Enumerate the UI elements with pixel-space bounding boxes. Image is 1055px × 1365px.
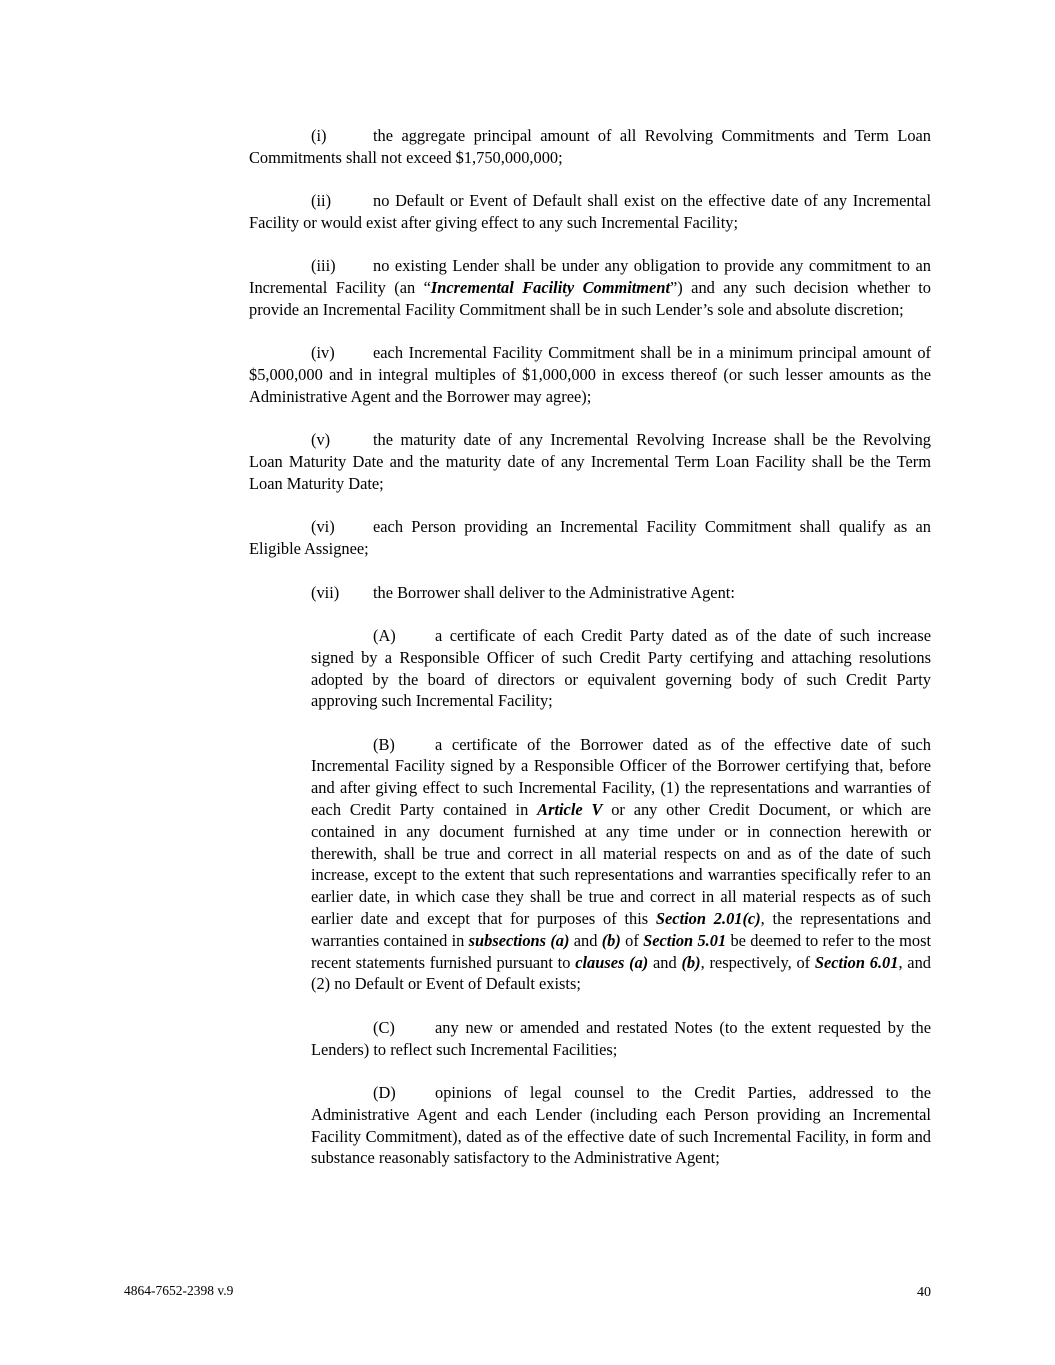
document-body: [249, 125, 931, 1191]
subclause-number: (D): [373, 1083, 396, 1103]
subclause-number: (B): [373, 734, 395, 754]
clause-text: the maturity date of any Incremental Revolving Increase shall be the Revolving Loan Maturity Date and the maturity date of any Incremental Term Loan Facility shall be the Term Loan Maturity Date;: [249, 430, 931, 493]
clause-text: ”) and any such decision whether to provide an Incremental Facility Commitment shall be in such Lender’s sole and absolute discretion;: [249, 278, 931, 319]
clause-number: (i): [311, 126, 327, 145]
cross-reference: clauses (a): [575, 952, 649, 972]
clause-number: (iv): [311, 343, 335, 363]
subclause-d: [311, 1082, 931, 1169]
subclause-text: , the representations and warranties contained in: [311, 909, 932, 950]
cross-reference: Article V: [537, 800, 603, 820]
clause-number: (iii): [311, 256, 336, 276]
subclause-a: [311, 625, 931, 712]
clause-iii: [249, 255, 931, 320]
subclause-text: of: [620, 930, 644, 950]
clause-text: each Incremental Facility Commitment shall be in a minimum principal amount of $5,000,000 and in integral multiples of $1,000,000 in excess thereof (or such lesser amounts as the Administrative Agent and the Borrower may agree);: [249, 343, 931, 406]
clause-number: (v): [311, 430, 331, 450]
subclause-text: a certificate of the Borrower dated as of the effective date of such Incremental Facility signed by a Responsible Officer of the Borrower certifying that, before and after giving effect to such Incremental Facility, (1) the representations and warranties of each Credit Party contained in: [311, 734, 931, 820]
subclause-text: , respectively, of: [700, 952, 815, 972]
cross-reference: Section 6.01: [814, 952, 899, 972]
subclause-number: (A): [373, 625, 396, 645]
cross-reference: subsections (a): [468, 930, 570, 950]
clause-iv: [249, 342, 931, 407]
subclause-text: a certificate of each Credit Party dated as of the date of such increase signed by a Responsible Officer of such Credit Party certifying and attaching resolutions adopted by the board of directors or equivalent governing body of such Credit Party approving such Incremental Facility;: [311, 625, 931, 711]
subclause-text: and: [648, 952, 682, 972]
clause-text: the Borrower shall deliver to the Administrative Agent:: [373, 582, 735, 602]
document-id: 4864-7652-2398 v.9: [124, 1283, 234, 1298]
subclause-c: [311, 1017, 931, 1061]
subclause-number: (C): [373, 1017, 395, 1037]
subclause-text: opinions of legal counsel to the Credit Parties, addressed to the Administrative Agent and each Lender (including each Person providing an Incremental Facility Commitment), dated as of the effective date of such Incremental Facility, in form and substance reasonably satisfactory to the Administrative Agent;: [311, 1083, 931, 1168]
subclause-text: any new or amended and restated Notes (to the extent requested by the Lenders) to reflect such Incremental Facilities;: [311, 1017, 931, 1059]
clause-number: (ii): [311, 191, 332, 211]
subclause-text: or any other Credit Document, or which are contained in any document furnished at any time under or in connection herewith or therewith, shall be true and correct in all material respects on and as of the date of such increase, except to the extent that such representations and warranties specifically refer to an earlier date, in which case they shall be true and correct in all material respects as of such earlier date and except that for purposes of this: [311, 800, 932, 929]
clause-number: (vi): [311, 517, 335, 537]
clause-i: [249, 125, 931, 169]
cross-reference: Section 2.01(c): [655, 909, 761, 929]
clause-text: no Default or Event of Default shall exist on the effective date of any Incremental Facility or would exist after giving effect to any such Incremental Facility;: [249, 191, 931, 232]
clause-text: the aggregate principal amount of all Revolving Commitments and Term Loan Commitments shall not exceed $1,750,000,000;: [249, 126, 931, 167]
cross-reference: Section 5.01: [643, 930, 727, 950]
defined-term: Incremental Facility Commitment: [430, 278, 670, 298]
clause-vii: [249, 582, 931, 604]
cross-reference: (b): [601, 930, 621, 950]
page-number: 40: [917, 1285, 931, 1300]
subclause-b: [311, 734, 931, 996]
clause-vi: [249, 516, 931, 560]
subclause-text: , and (2) no Default or Event of Default exists;: [311, 952, 931, 994]
clause-text: each Person providing an Incremental Facility Commitment shall qualify as an Eligible Assignee;: [249, 517, 931, 559]
cross-reference: (b): [681, 952, 701, 972]
clause-text: no existing Lender shall be under any obligation to provide any commitment to an Incremental Facility (an “: [249, 256, 931, 298]
clause-number: (vii): [311, 582, 340, 602]
clause-ii: [249, 190, 931, 234]
subclause-text: and: [569, 930, 602, 950]
subclause-text: be deemed to refer to the most recent statements furnished pursuant to: [311, 930, 932, 972]
clause-v: [249, 429, 931, 494]
